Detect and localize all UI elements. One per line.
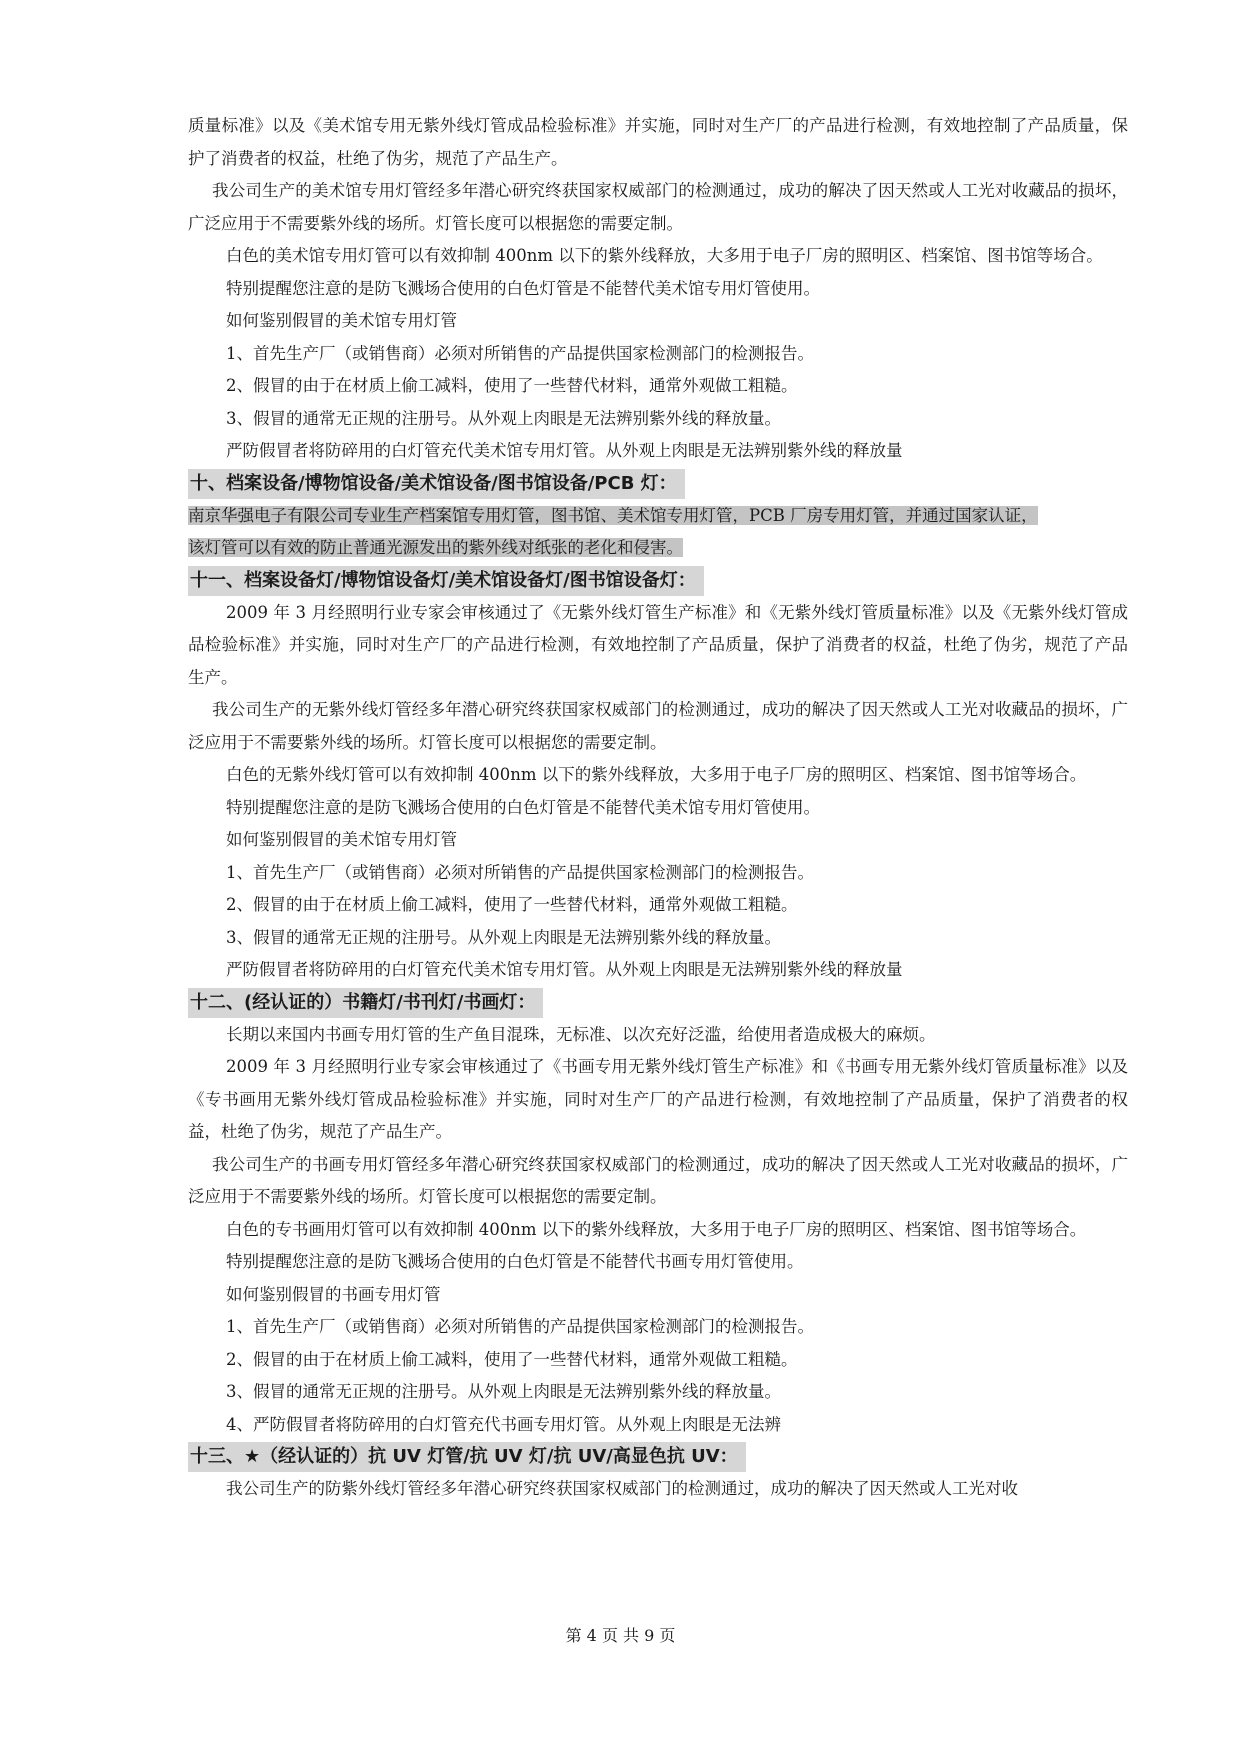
paragraph: 白色的专书画用灯管可以有效抑制 400nm 以下的紫外线释放，大多用于电子厂房的照明区、档案馆、图书馆等场合。 (226, 1219, 1087, 1239)
paragraph: 2009 年 3 月经照明行业专家会审核通过了《无紫外线灯管生产标准》和《无紫外线灯管质量标准》以及《无紫外线灯管成品检验标准》并实施，同时对生产厂的产品进行检测，有效地控制了产品质量，保护了消费者的权益，杜绝了伪劣，规范了产品生产。 (188, 602, 1128, 687)
paragraph: 白色的美术馆专用灯管可以有效抑制 400nm 以下的紫外线释放，大多用于电子厂房的照明区、档案馆、图书馆等场合。 (226, 246, 1103, 265)
page-footer: 第 4 页 共 9 页 (565, 1626, 676, 1645)
paragraph: 特别提醒您注意的是防飞溅场合使用的白色灯管是不能替代美术馆专用灯管使用。 (226, 278, 820, 298)
paragraph: 我公司生产的无紫外线灯管经多年潜心研究终获国家权威部门的检测通过，成功的解决了因天然或人工光对收藏品的损坏，广泛应用于不需要紫外线的场所。灯管长度可以根据您的需要定制。 (188, 700, 1128, 752)
section-heading-text: 十三、★（经认证的）抗 UV 灯管/抗 UV 灯/抗 UV/高显色抗 UV： (188, 1442, 746, 1472)
paragraph: 如何鉴别假冒的美术馆专用灯管 (226, 311, 457, 330)
section-heading-text: 十一、档案设备灯/博物馆设备灯/美术馆设备灯/图书馆设备灯： (188, 566, 704, 596)
section-heading-text: 十二、(经认证的）书籍灯/书刊灯/书画灯： (188, 988, 543, 1018)
highlighted-line: 该灯管可以有效的防止普通光源发出的紫外线对纸张的老化和侵害。 (188, 538, 683, 557)
list-item: 1、首先生产厂（或销售商）必须对所销售的产品提供国家检测部门的检测报告。 (226, 1317, 814, 1336)
list-item: 4、严防假冒者将防碎用的白灯管充代书画专用灯管。从外观上肉眼是无法辨 (226, 1414, 781, 1434)
paragraph: 2009 年 3 月经照明行业专家会审核通过了《书画专用无紫外线灯管生产标准》和《书画专用无紫外线灯管质量标准》以及《专书画用无紫外线灯管成品检验标准》并实施，同时对生产厂的产品进行检测，有效地控制了产品质量，保护了消费者的权益，杜绝了伪劣，规范了产品生产。 (188, 1057, 1128, 1141)
section-heading-12 (188, 987, 1128, 1019)
section-heading-11 (188, 565, 1128, 597)
paragraph: 长期以来国内书画专用灯管的生产鱼目混珠，无标准、以次充好泛滥，给使用者造成极大的麻烦。 (226, 1024, 936, 1044)
highlighted-paragraph (188, 500, 1128, 565)
list-item: 1、首先生产厂（或销售商）必须对所销售的产品提供国家检测部门的检测报告。 (226, 343, 814, 363)
list-item: 3、假冒的通常无正规的注册号。从外观上肉眼是无法辨别紫外线的释放量。 (226, 408, 781, 428)
list-item: 2、假冒的由于在材质上偷工减料，使用了一些替代材料，通常外观做工粗糙。 (226, 376, 798, 395)
list-item: 3、假冒的通常无正规的注册号。从外观上肉眼是无法辨别紫外线的释放量。 (226, 1382, 781, 1401)
section-heading-10 (188, 468, 1128, 500)
paragraph: 特别提醒您注意的是防飞溅场合使用的白色灯管是不能替代美术馆专用灯管使用。 (226, 797, 820, 817)
paragraph: 如何鉴别假冒的书画专用灯管 (226, 1284, 441, 1304)
paragraph: 质量标准》以及《美术馆专用无紫外线灯管成品检验标准》并实施，同时对生产厂的产品进行检测，有效地控制了产品质量，保护了消费者的权益，杜绝了伪劣，规范了产品生产。 (188, 116, 1128, 168)
section-heading-13 (188, 1441, 1128, 1473)
paragraph: 严防假冒者将防碎用的白灯管充代美术馆专用灯管。从外观上肉眼是无法辨别紫外线的释放量 (226, 441, 903, 460)
paragraph: 严防假冒者将防碎用的白灯管充代美术馆专用灯管。从外观上肉眼是无法辨别紫外线的释放量 (226, 960, 903, 979)
paragraph: 我公司生产的书画专用灯管经多年潜心研究终获国家权威部门的检测通过，成功的解决了因天然或人工光对收藏品的损坏，广泛应用于不需要紫外线的场所。灯管长度可以根据您的需要定制。 (188, 1154, 1128, 1206)
paragraph: 特别提醒您注意的是防飞溅场合使用的白色灯管是不能替代书画专用灯管使用。 (226, 1252, 804, 1271)
list-item: 2、假冒的由于在材质上偷工减料，使用了一些替代材料，通常外观做工粗糙。 (226, 895, 798, 914)
highlighted-line: 南京华强电子有限公司专业生产档案馆专用灯管，图书馆、美术馆专用灯管，PCB 厂房专用灯管，并通过国家认证， (188, 505, 1038, 525)
section-heading-text: 十、档案设备/博物馆设备/美术馆设备/图书馆设备/PCB 灯： (188, 469, 685, 499)
paragraph: 如何鉴别假冒的美术馆专用灯管 (226, 830, 457, 849)
list-item: 1、首先生产厂（或销售商）必须对所销售的产品提供国家检测部门的检测报告。 (226, 862, 814, 882)
paragraph: 白色的无紫外线灯管可以有效抑制 400nm 以下的紫外线释放，大多用于电子厂房的照明区、档案馆、图书馆等场合。 (226, 765, 1087, 784)
list-item: 3、假冒的通常无正规的注册号。从外观上肉眼是无法辨别紫外线的释放量。 (226, 927, 781, 947)
list-item: 2、假冒的由于在材质上偷工减料，使用了一些替代材料，通常外观做工粗糙。 (226, 1349, 798, 1369)
document-page (188, 110, 1128, 1506)
paragraph: 我公司生产的防紫外线灯管经多年潜心研究终获国家权威部门的检测通过，成功的解决了因天然或人工光对收 (226, 1479, 1018, 1498)
paragraph: 我公司生产的美术馆专用灯管经多年潜心研究终获国家权威部门的检测通过，成功的解决了因天然或人工光对收藏品的损坏，广泛应用于不需要紫外线的场所。灯管长度可以根据您的需要定制。 (188, 181, 1128, 233)
